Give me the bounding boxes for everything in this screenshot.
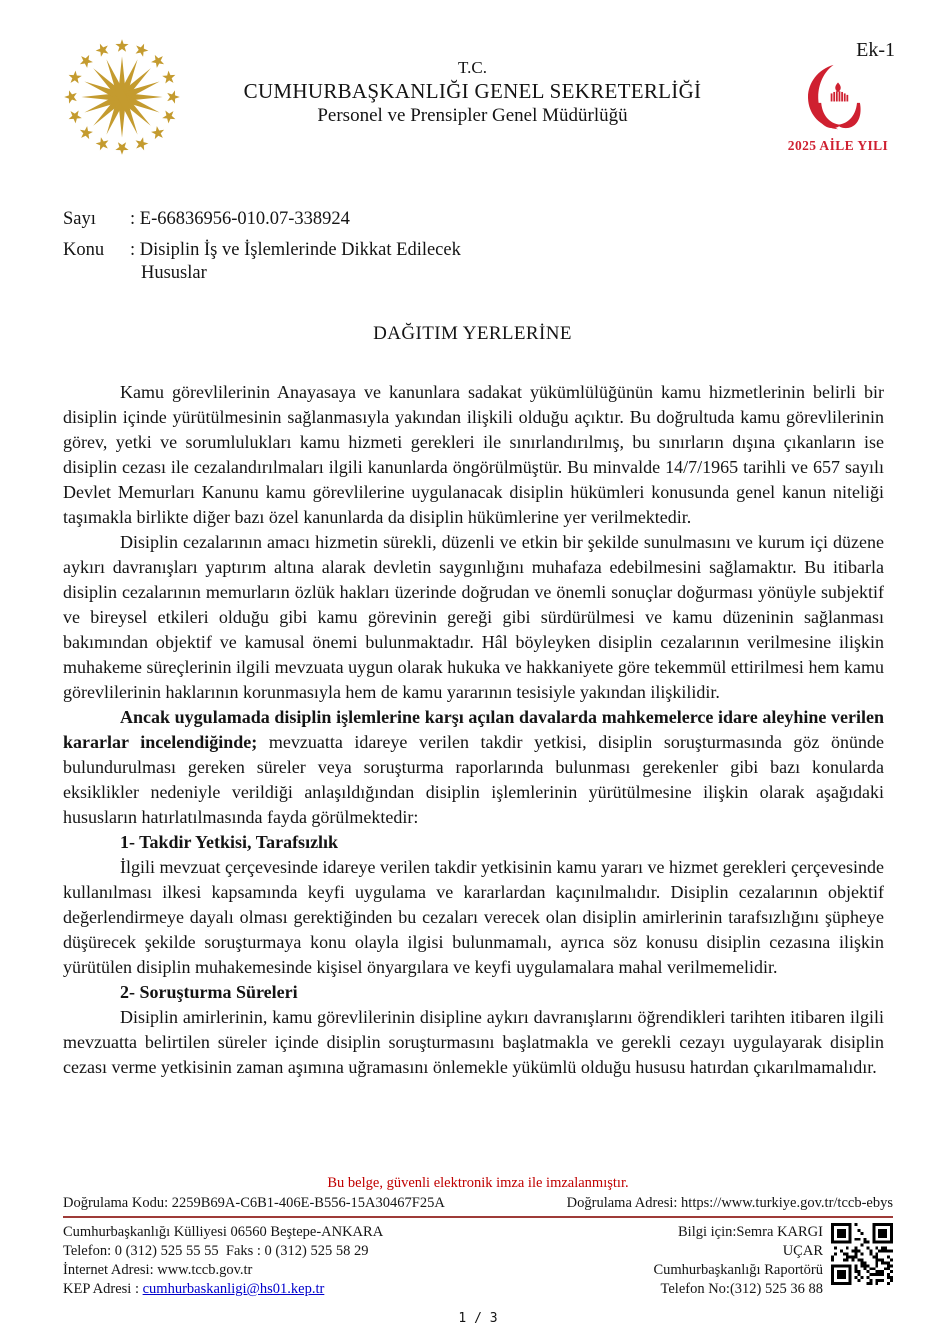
e-signature-notice: Bu belge, güvenli elektronik imza ile imzalanmıştır. (327, 1175, 629, 1191)
header-tc: T.C. (458, 58, 487, 77)
section-heading-1: 1- Takdir Yetkisi, Tarafsızlık (120, 832, 339, 853)
footer-columns (63, 1223, 893, 1299)
footer-divider (63, 1216, 893, 1218)
konu-row (63, 239, 945, 286)
paragraph-3-bold-lead: Ancak uygulamada disiplin işlemlerine karşı açılan davalarda mahkemelerce idare aleyhine verilen kararlar incelendiğinde; (63, 707, 884, 753)
header-right-block (775, 40, 901, 154)
kep-label: KEP Adresi : (63, 1281, 143, 1297)
konu-label: Konu (63, 239, 105, 260)
header-org: CUMHURBAŞKANLIĞI GENEL SEKRETERLİĞİ (243, 78, 702, 103)
contact-title: Cumhurbaşkanlığı Raportörü (653, 1262, 823, 1278)
page-number: 1 / 3 (458, 1311, 498, 1326)
sayi-label: Sayı (63, 209, 96, 229)
sayi-value: : E-66836956-010.07-338924 (130, 209, 350, 229)
konu-value-line1: : Disiplin İş ve İşlemlerinde Dikkat Edilecek (130, 239, 461, 260)
konu-value (130, 239, 461, 286)
konu-value-line2: Hususlar (141, 263, 207, 284)
verification-row (63, 1195, 893, 1212)
document-body (0, 380, 945, 1080)
family-year-caption: 2025 AİLE YILI (787, 138, 889, 153)
kep-row (63, 1280, 653, 1299)
salutation: DAĞITIM YERLERİNE (373, 323, 572, 345)
sayi-row (63, 208, 945, 232)
contact-name-2: UÇAR (782, 1243, 823, 1259)
family-year-logo-icon (796, 62, 880, 138)
kep-link[interactable]: cumhurbaskanligi@hs01.kep.tr (142, 1281, 325, 1297)
paragraph-5: Disiplin amirlerinin, kamu görevlilerinin disipline aykırı davranışlarını öğrendikleri tarihten itibaren ilgili mevzuatta belirtilen süreler içinde disiplin soruşturmasını başlatmakla ve gerekli cezayı uygulayarak disiplin cezası verme yetkisinin zaman aşımına uğramasını önlemekle yükümlü olduğu hususu hatırdan çıkarılmamalıdır. (63, 1007, 884, 1078)
contact-person-block (653, 1223, 823, 1299)
header-dept: Personel ve Prensipler Genel Müdürlüğü (317, 105, 628, 127)
contact-name: Bilgi için:Semra KARGI (678, 1224, 823, 1240)
org-web: İnternet Adresi: www.tccb.gov.tr (63, 1262, 253, 1278)
presidential-seal-icon (60, 36, 184, 158)
paragraph-4: İlgili mevzuat çerçevesinde idareye verilen takdir yetkisinin kamu yararı ve hizmet gerekleri çerçevesinde kullanılması ilkesi kapsamında keyfi uygulama ve kararlardan kaçınılmalıdır. Disiplin cezalarının objektif değerlendirmeye dayalı olması gerektiğinden bu cezaları verecek olan disiplin amirlerinin tarafsızlığını şüpheye düşürecek şekilde soruşturmaya konu olayla ilgisi bulunmamalı, ayrıca söz konusu disiplin cezasına ilişkin yürütülen disiplin muhakemesinde kişisel önyargılara ve keyfi uygulamalara mahal verilmemelidir. (63, 857, 884, 978)
document-footer (0, 1175, 945, 1336)
verification-code: Doğrulama Kodu: 2259B69A-C6B1-406E-B556-15A30467F25A (63, 1195, 445, 1211)
paragraph-3 (63, 705, 884, 830)
qr-code-icon (831, 1223, 893, 1285)
org-address: Cumhurbaşkanlığı Külliyesi 06560 Beştepe-ANKARA (63, 1224, 384, 1240)
org-phone-fax: Telefon: 0 (312) 525 55 55 Faks : 0 (312) 525 58 29 (63, 1243, 369, 1259)
org-contact-block (63, 1223, 653, 1299)
document-header (0, 0, 945, 160)
paragraph-3-rest: mevzuatta idareye verilen takdir yetkisi, disiplin soruşturmasında göz önünde bulundurulması gereken süreler veya soruşturma raporlarında bulunması gerekenler gibi bazı konularda eksiklikler nedeniyle verildiği anlaşıldığından disiplin işlemlerinin yürütülmesine ilişkin olarak aşağıdaki hususların hatırlatılmasında fayda görülmektedir: (63, 732, 884, 828)
paragraph-2: Disiplin cezalarının amacı hizmetin sürekli, düzenli ve etkin bir şekilde sunulmasını ve kurum içi düzene aykırı davranışları yaptırım altına alarak devletin saygınlığını muhafaza edebilmesini sağlamaktır. Bu itibarla disiplin cezalarının memurların özlük hakları üzerinde doğrudan ve önemli sonuçlar doğurması yönüyle subjektif ve bireysel etkileri olduğu gibi kamu görevinin gereği gibi sürdürülmesi ve kamu düzeninin sağlanması bakımından objektif ve kamusal önemi bulunmaktadır. Hâl böyleyken disiplin cezalarının verilmesine ilişkin muhakeme süreçlerinin ilgili mevzuata uygun olarak hukuka ve hakkaniyete göre tekemmül ettirilmesi hem kamu görevlilerinin haklarının korunmasıyla hem de kamu yararının tesisiyle yakından ilişkilidir. (63, 532, 884, 703)
contact-phone: Telefon No:(312) 525 36 88 (660, 1281, 823, 1297)
paragraph-1: Kamu görevlilerinin Anayasaya ve kanunlara sadakat yükümlülüğünün kamu hizmetlerinin belirli bir disiplin içinde yürütülmesinin sağlanmasıyla yakından ilişkili olduğu açıktır. Bu doğrultuda kamu görevlilerinin görev, yetki ve sorumlulukları kamu hizmeti gerekleri ile sınırlandırılmış, bu sınırların dışına çıkanların ise disiplin cezası ile cezalandırılmaları ilgili kanunlarda öngörülmüştür. Bu minvalde 14/7/1965 tarihli ve 657 sayılı Devlet Memurları Kanunu kamu görevlilerine uygulanacak disiplin hükümleri konusunda genel kanun niteliği taşımakla birlikte diğer bazı özel kanunlarda da disiplin hükümlerine yer verilmektedir. (63, 382, 884, 528)
annex-label: Ek-1 (856, 39, 895, 61)
document-meta (0, 208, 945, 286)
verification-address: Doğrulama Adresi: https://www.turkiye.gov.tr/tccb-ebys (566, 1195, 893, 1211)
section-heading-2: 2- Soruşturma Süreleri (120, 982, 298, 1003)
